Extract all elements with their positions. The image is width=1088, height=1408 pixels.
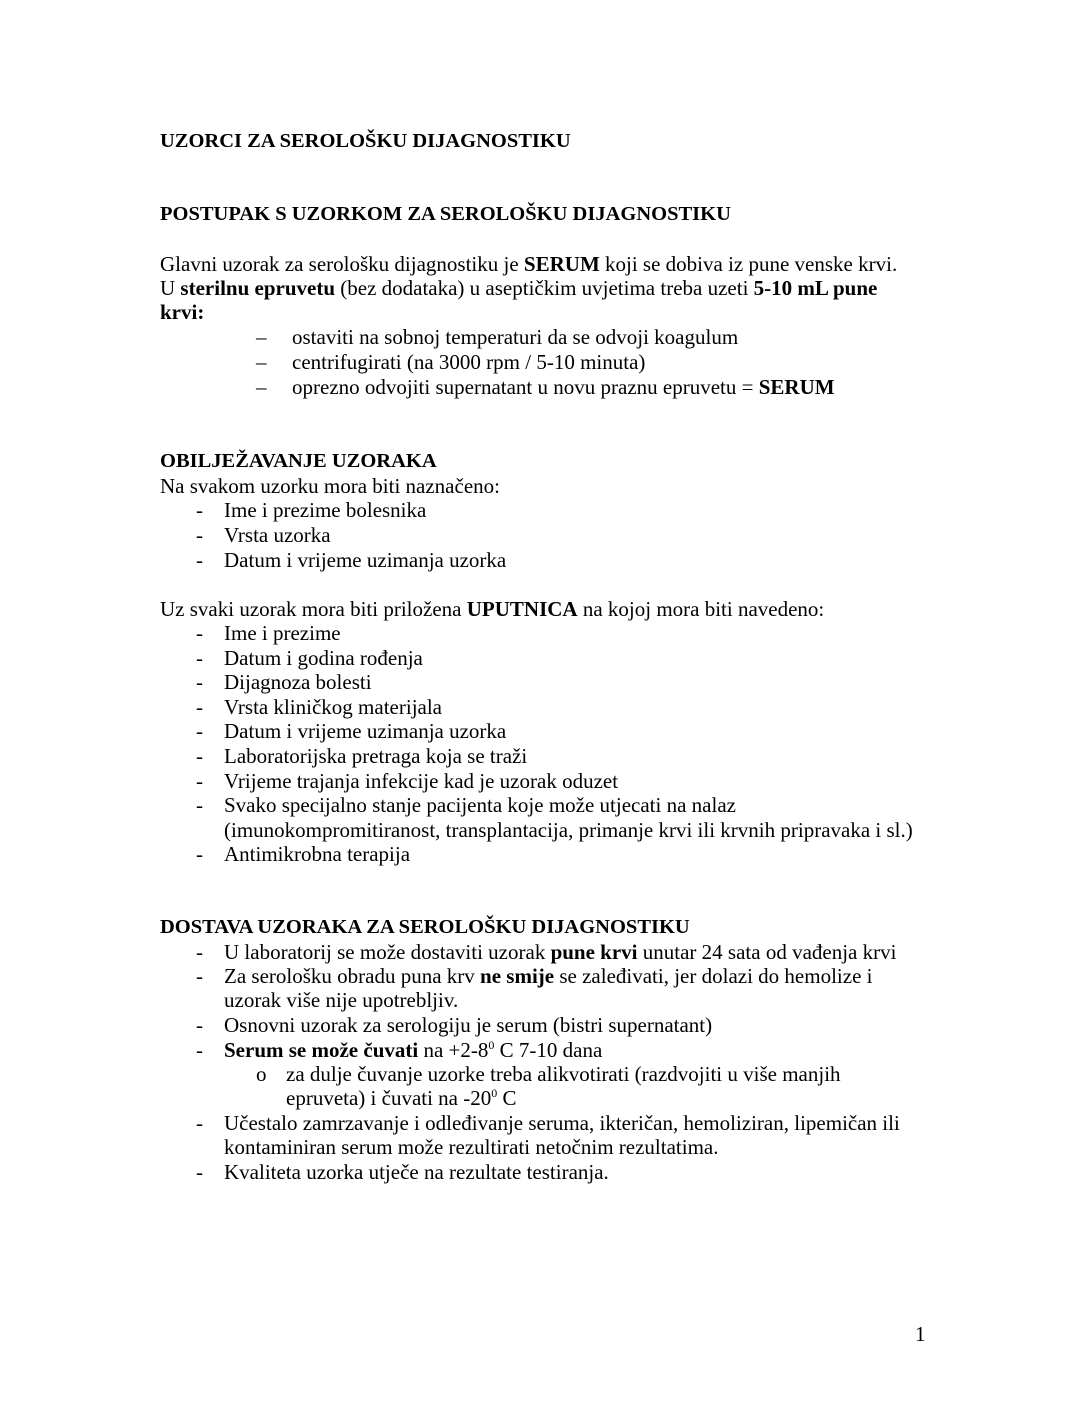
- section-heading-postupak: POSTUPAK S UZORKOM ZA SEROLOŠKU DIJAGNOSTIKU: [160, 203, 731, 225]
- bold-text: SERUM: [523, 252, 600, 276]
- text: Učestalo zamrzavanje i odleđivanje seruma, ikteričan, hemoliziran, lipemičan ili: [224, 1111, 900, 1135]
- list-item: [160, 744, 527, 768]
- bullet: -: [196, 670, 203, 695]
- step-text: oprezno odvojiti supernatant u novu praznu epruvetu =: [292, 375, 759, 399]
- delivery-item: [160, 1111, 900, 1135]
- bold-text: Serum se može čuvati: [224, 1038, 419, 1062]
- referral-intro: [160, 597, 824, 621]
- text: za dulje čuvanje uzorke treba alikvotirati (razdvojiti u više manjih: [286, 1062, 841, 1086]
- paragraph-krvi: krvi:: [160, 300, 205, 324]
- bullet: -: [196, 621, 203, 645]
- bullet: -: [196, 719, 203, 744]
- text: Glavni uzorak za serološku dijagnostiku je: [160, 252, 524, 276]
- list-item: [160, 695, 442, 719]
- list-item-text: Datum i vrijeme uzimanja uzorka: [224, 548, 507, 572]
- bullet: -: [196, 498, 203, 522]
- bold-text: UPUTNICA: [466, 597, 578, 621]
- bold-text: SERUM: [758, 375, 835, 399]
- bold-text: 5-10 mL pune: [753, 276, 878, 300]
- paragraph-serum-intro: [160, 252, 897, 276]
- list-item-text: Svako specijalno stanje pacijenta koje može utjecati na nalaz: [224, 793, 736, 818]
- bullet: -: [196, 1160, 203, 1184]
- dash-bullet: –: [256, 375, 267, 399]
- bullet: -: [196, 1013, 203, 1037]
- list-item: [160, 793, 736, 817]
- text: epruveta) i čuvati na -20: [286, 1086, 492, 1110]
- text: se zaleđivati, jer dolazi do hemolize i: [554, 964, 873, 988]
- step-text: centrifugirati (na 3000 rpm / 5-10 minuta): [292, 350, 646, 374]
- list-item-text: Dijagnoza bolesti: [224, 670, 372, 695]
- delivery-item: [160, 940, 896, 964]
- list-item-text: Vrsta uzorka: [224, 523, 331, 547]
- labeling-intro: Na svakom uzorku mora biti naznačeno:: [160, 474, 500, 498]
- delivery-subitem-continuation: [286, 1086, 517, 1110]
- list-item: [160, 498, 426, 522]
- step-item: [256, 350, 645, 374]
- list-item: [160, 670, 372, 694]
- bullet: -: [196, 768, 203, 793]
- bullet: -: [196, 645, 203, 670]
- delivery-item: [160, 964, 872, 988]
- list-item-text: Vrsta kliničkog materijala: [224, 694, 442, 719]
- text: na kojoj mora biti navedeno:: [577, 597, 825, 621]
- bullet: -: [196, 694, 203, 719]
- step-text: ostaviti na sobnoj temperaturi da se odvoji koagulum: [292, 325, 739, 349]
- list-item-text: Datum i godina rođenja: [224, 645, 423, 670]
- step-item: [256, 325, 738, 349]
- list-item-text: Antimikrobna terapija: [224, 842, 411, 867]
- delivery-item: [160, 1038, 602, 1062]
- delivery-item: [160, 1013, 712, 1037]
- superscript: 0: [491, 1086, 498, 1100]
- list-item-text: Vrijeme trajanja infekcije kad je uzorak oduzet: [224, 768, 619, 793]
- page-number: 1: [915, 1322, 926, 1346]
- text: Uz svaki uzorak mora biti priložena: [160, 597, 467, 621]
- text: Kvaliteta uzorka utječe na rezultate testiranja.: [224, 1160, 609, 1184]
- text: C 7-10 dana: [494, 1038, 603, 1062]
- step-item: [256, 375, 835, 399]
- document-title: UZORCI ZA SEROLOŠKU DIJAGNOSTIKU: [160, 130, 571, 152]
- list-item: [160, 548, 506, 572]
- bullet: -: [196, 793, 203, 818]
- bold-text: ne smije: [480, 964, 555, 988]
- bullet: -: [196, 1111, 203, 1135]
- paragraph-sterile-tube: [160, 276, 877, 300]
- list-item: [160, 621, 341, 645]
- delivery-item-continuation: uzorak više nije upotrebljiv.: [224, 988, 459, 1012]
- section-heading-obiljezavanje: OBILJEŽAVANJE UZORAKA: [160, 450, 437, 472]
- delivery-subitem: [160, 1062, 841, 1086]
- list-item: [160, 769, 618, 793]
- list-item-text: Ime i prezime bolesnika: [224, 498, 427, 522]
- text: (bez dodataka) u aseptičkim uvjetima treba uzeti: [335, 276, 754, 300]
- superscript: 0: [488, 1038, 495, 1052]
- section-heading-dostava: DOSTAVA UZORAKA ZA SEROLOŠKU DIJAGNOSTIKU: [160, 916, 690, 938]
- text: na +2-8: [418, 1038, 489, 1062]
- text: U: [160, 276, 181, 300]
- bold-text: sterilnu epruvetu: [180, 276, 335, 300]
- bullet: -: [196, 1038, 203, 1062]
- bold-text: pune krvi: [550, 940, 638, 964]
- list-item: [160, 719, 506, 743]
- list-item-text: Ime i prezime: [224, 621, 341, 645]
- list-item: [160, 523, 331, 547]
- delivery-item-continuation: kontaminiran serum može rezultirati netočnim rezultatima.: [224, 1135, 719, 1159]
- text: Za serološku obradu puna krv: [224, 964, 481, 988]
- list-item-text: Laboratorijska pretraga koja se traži: [224, 744, 528, 768]
- bullet: -: [196, 523, 203, 547]
- bullet: -: [196, 548, 203, 572]
- list-item-text: Datum i vrijeme uzimanja uzorka: [224, 719, 507, 744]
- text: U laboratorij se može dostaviti uzorak: [224, 940, 551, 964]
- text: koji se dobiva iz pune venske krvi.: [599, 252, 898, 276]
- delivery-item: [160, 1160, 609, 1184]
- dash-bullet: –: [256, 350, 267, 374]
- list-item: [160, 646, 423, 670]
- text: C: [497, 1086, 517, 1110]
- bullet: -: [196, 842, 203, 867]
- bullet: -: [196, 744, 203, 768]
- circle-bullet: o: [256, 1062, 267, 1086]
- text: unutar 24 sata od vađenja krvi: [637, 940, 897, 964]
- bullet: -: [196, 940, 203, 964]
- text: Osnovni uzorak za serologiju je serum (bistri supernatant): [224, 1013, 713, 1037]
- list-item-continuation: (imunokompromitiranost, transplantacija, primanje krvi ili krvnih pripravaka i sl.): [224, 818, 913, 842]
- bullet: -: [196, 964, 203, 988]
- dash-bullet: –: [256, 325, 267, 349]
- list-item: [160, 842, 410, 866]
